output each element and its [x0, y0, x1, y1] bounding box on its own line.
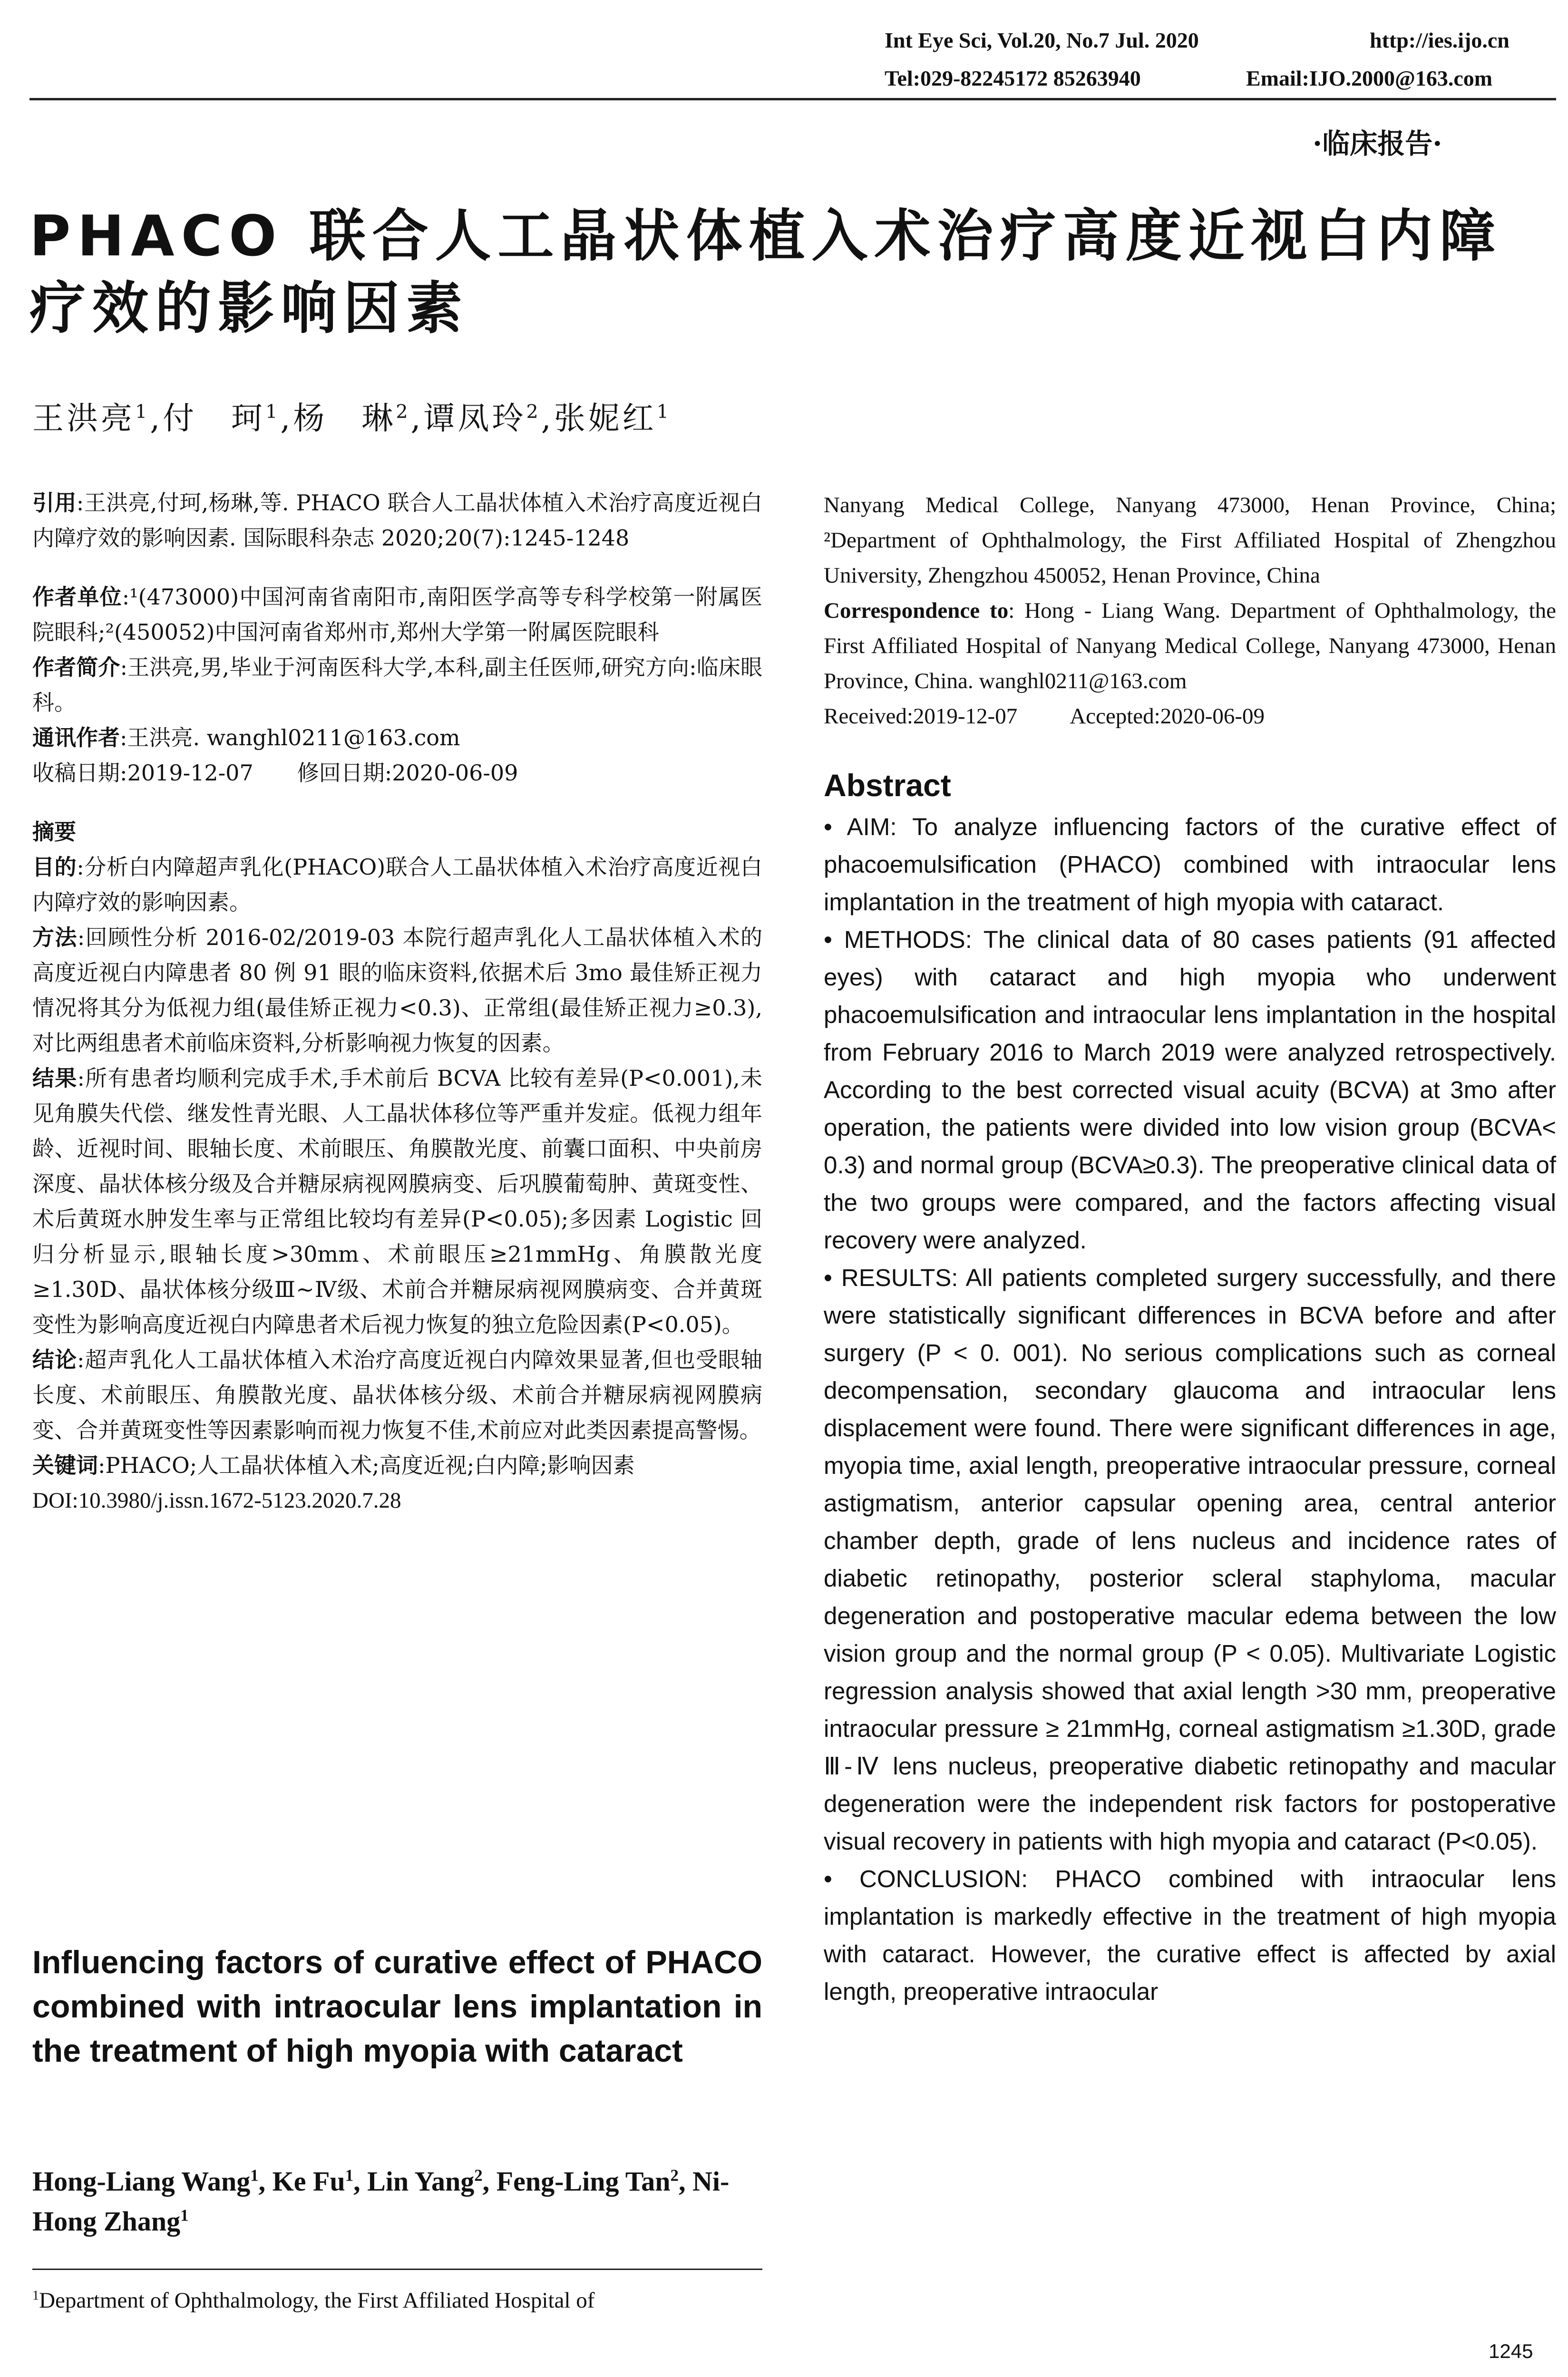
received-accepted	[824, 699, 1556, 734]
author-name: , Feng-Ling Tan	[482, 2166, 671, 2197]
results-text: :所有患者均顺利完成手术,手术前后 BCVA 比较有差异(P<0.001),未见角膜失代偿、继发性青光眼、人工晶状体移位等严重并发症。低视力组年龄、近视时间、眼轴长度、术前眼压、角膜散光度、前囊口面积、中央前房深度、晶状体核分级及合并糖尿病视网膜病变、后巩膜葡萄肿、黄斑变性、术后黄斑水肿发生率与正常组比较均有差异(P<0.05);多因素 Logistic 回归分析显示,眼轴长度>30mm、术前眼压≥21mmHg、角膜散光度≥1.30D、晶状体核分级Ⅲ~Ⅳ级、术前合并糖尿病视网膜病变、合并黄斑变性为影响高度近视白内障患者术后视力恢复的独立危险因素(P<0.05)。	[32, 1065, 763, 1337]
doi: DOI:10.3980/j.issn.1672-5123.2020.7.28	[32, 1488, 401, 1513]
abstract-heading-cn: 摘要	[32, 819, 76, 845]
author-name: Hong-Liang Wang	[32, 2166, 251, 2197]
affiliation-mark: 1	[32, 2288, 39, 2303]
results-label: 结果	[32, 1065, 78, 1091]
correspondence	[824, 593, 1556, 699]
author-name: , Ni-Hong Zhang	[32, 2166, 730, 2237]
author-separator: ,	[410, 400, 424, 437]
abstract-aim-cn	[32, 849, 762, 920]
conclusion-text: :超声乳化人工晶状体植入术治疗高度近视白内障效果显著,但也受眼轴长度、术前眼压、角膜散光度、晶状体核分级、术前合并糖尿病视网膜病变、合并黄斑变性等因素影响而视力恢复不佳,术前应对此类因素提高警惕。	[32, 1347, 763, 1443]
footnote-rule	[32, 2269, 762, 2270]
corr-text: :王洪亮. wanghl0211@163.com	[120, 725, 460, 750]
author-name: , Lin Yang	[353, 2166, 475, 2197]
citation	[32, 485, 762, 555]
keywords	[32, 1448, 762, 1483]
author-units	[32, 579, 762, 650]
left-column	[32, 485, 762, 1518]
affiliation-mark: 1	[180, 2206, 189, 2225]
page-number: 1245	[1489, 2340, 1533, 2362]
author-name: 付 珂	[163, 400, 266, 437]
author-name: 王洪亮	[32, 400, 135, 437]
keywords-text: :PHACO;人工晶状体植入术;高度近视;白内障;影响因素	[98, 1452, 635, 1478]
abstract-heading-en: Abstract	[824, 768, 951, 803]
affiliation-mark: 1	[656, 401, 672, 423]
affiliation-mark: 2	[670, 2166, 679, 2185]
affiliation-mark: 1	[265, 401, 281, 423]
citation-text: :王洪亮,付珂,杨琳,等. PHACO 联合人工晶状体植入术治疗高度近视白内障疗效的影响因素. 国际眼科杂志 2020;20(7):1245-1248	[32, 490, 762, 551]
received-dates: 收稿日期:2019-12-07 修回日期:2020-06-09	[32, 760, 518, 786]
affiliation-mark: 2	[526, 401, 541, 423]
abstract-results-cn	[32, 1061, 762, 1342]
author-list	[32, 393, 672, 438]
header-rule	[29, 98, 1556, 100]
keywords-label: 关键词	[32, 1452, 98, 1478]
citation-label: 引用	[32, 490, 77, 516]
corresponding-author	[32, 720, 762, 755]
affiliation-footnote	[32, 2283, 762, 2318]
abstract-methods-cn	[32, 920, 762, 1061]
author-name: , Ke Fu	[258, 2166, 345, 2197]
english-authors	[32, 2162, 762, 2241]
aim-text: :分析白内障超声乳化(PHACO)联合人工晶状体植入术治疗高度近视白内障疗效的影响因素。	[32, 854, 763, 915]
conclusion-label: 结论	[32, 1347, 77, 1373]
abstract-aim-en: • AIM: To analyze influencing factors of the curative effect of phacoemulsification (PHACO) combined with intraocular lens implantation in the treatment of high myopia with cataract.	[824, 813, 1556, 916]
right-column	[824, 487, 1556, 2010]
abstract-conclusion-cn	[32, 1342, 762, 1448]
methods-text: :回顾性分析 2016-02/2019-03 本院行超声乳化人工晶状体植入术的高度近视白内障患者 80 例 91 眼的临床资料,依据术后 3mo 最佳矫正视力情况将其分为低视力组(最佳矫正视力<0.3)、正常组(最佳矫正视力≥0.3),对比两组患者术前临床资料,分析影响视力恢复的因素。	[32, 925, 763, 1056]
units-label: 作者单位	[32, 584, 122, 610]
received-date: Received:2019-12-07	[824, 704, 1018, 729]
abstract-conclusion-en: • CONCLUSION: PHACO combined with intraocular lens implantation is markedly effective in the treatment of high myopia with cataract. However, the curative effect is affected by axial length, preoperative intraocular	[824, 1865, 1556, 2005]
aim-label: 目的	[32, 854, 77, 880]
bio-text: :王洪亮,男,毕业于河南医科大学,本科,副主任医师,研究方向:临床眼科。	[32, 654, 762, 715]
journal-email: Email:IJO.2000@163.com	[1246, 66, 1493, 90]
accepted-date: Accepted:2020-06-09	[1070, 704, 1265, 729]
units-text: :¹(473000)中国河南省南阳市,南阳医学高等专科学校第一附属医院眼科;²(450052)中国河南省郑州市,郑州大学第一附属医院眼科	[32, 584, 763, 645]
author-name: 张妮红	[554, 400, 657, 437]
author-name: 谭凤玲	[423, 400, 526, 437]
abstract-methods-en: • METHODS: The clinical data of 80 cases patients (91 affected eyes) with cataract and high myopia who underwent phacoemulsification and intraocular lens implantation in the hospital from February 2016 to March 2019 were analyzed retrospectively. According to the best corrected visual acuity (BCVA) at 3mo after operation, the patients were divided into low vision group (BCVA< 0.3) and normal group (BCVA≥0.3). The preoperative clinical data of the two groups were compared, and the factors affecting visual recovery were analyzed.	[824, 926, 1556, 1254]
bio-label: 作者简介	[32, 654, 120, 680]
affiliation-mark: 1	[345, 2166, 354, 2185]
correspondence-text: : Hong - Liang Wang. Department of Ophthalmology, the First Affiliated Hospital of Nanyang Medical College, Nanyang 473000, Henan Province, China. wanghl0211@163.com	[824, 598, 1556, 693]
author-bio	[32, 650, 762, 720]
journal-url: http://ies.ijo.cn	[1370, 28, 1510, 52]
affiliation-continued: Nanyang Medical College, Nanyang 473000, Henan Province, China; ²Department of Ophthalmology, the First Affiliated Hospital of Zhengzhou University, Zhengzhou 450052, Henan Province, China	[824, 493, 1556, 588]
author-separator: ,	[280, 400, 293, 437]
journal-tel: Tel:029-82245172 85263940	[885, 66, 1141, 90]
english-title: Influencing factors of curative effect of PHACO combined with intraocular lens implantation in the treatment of high myopia with cataract	[32, 1944, 762, 2069]
article-title: PHACO 联合人工晶状体植入术治疗高度近视白内障疗效的影响因素	[29, 203, 1502, 341]
affiliation-mark: 2	[396, 401, 411, 423]
author-name: 杨 琳	[293, 400, 396, 437]
affiliation-mark: 1	[135, 401, 150, 423]
section-label: ·临床报告·	[1313, 127, 1442, 160]
methods-label: 方法	[32, 925, 78, 950]
corr-label: 通讯作者	[32, 725, 120, 750]
abstract-results-en: • RESULTS: All patients completed surgery successfully, and there were statistically significant differences in BCVA before and after surgery (P < 0. 001). No serious complications such as corneal decompensation, secondary glaucoma and intraocular lens displacement were found. There were significant differences in age, myopia time, axial length, preoperative intraocular pressure, corneal astigmatism, anterior capsular opening area, central anterior chamber depth, grade of lens nucleus and incidence rates of diabetic retinopathy, posterior scleral staphyloma, macular degeneration and postoperative macular edema between the low vision group and the normal group (P < 0.05). Multivariate Logistic regression analysis showed that axial length >30 mm, preoperative intraocular pressure ≥ 21mmHg, corneal astigmatism ≥1.30D, grade Ⅲ-Ⅳ lens nucleus, preoperative diabetic retinopathy and macular degeneration were the independent risk factors for postoperative visual recovery in patients with high myopia and cataract (P<0.05).	[824, 1264, 1556, 1855]
author-separator: ,	[150, 400, 163, 437]
journal-citation: Int Eye Sci, Vol.20, No.7 Jul. 2020	[885, 28, 1199, 52]
affiliation-mark: 1	[250, 2166, 259, 2185]
affiliation-mark: 2	[474, 2166, 483, 2185]
author-separator: ,	[541, 400, 554, 437]
correspondence-label: Correspondence to	[824, 598, 1009, 623]
affiliation-text: Department of Ophthalmology, the First Affiliated Hospital of	[39, 2288, 595, 2313]
